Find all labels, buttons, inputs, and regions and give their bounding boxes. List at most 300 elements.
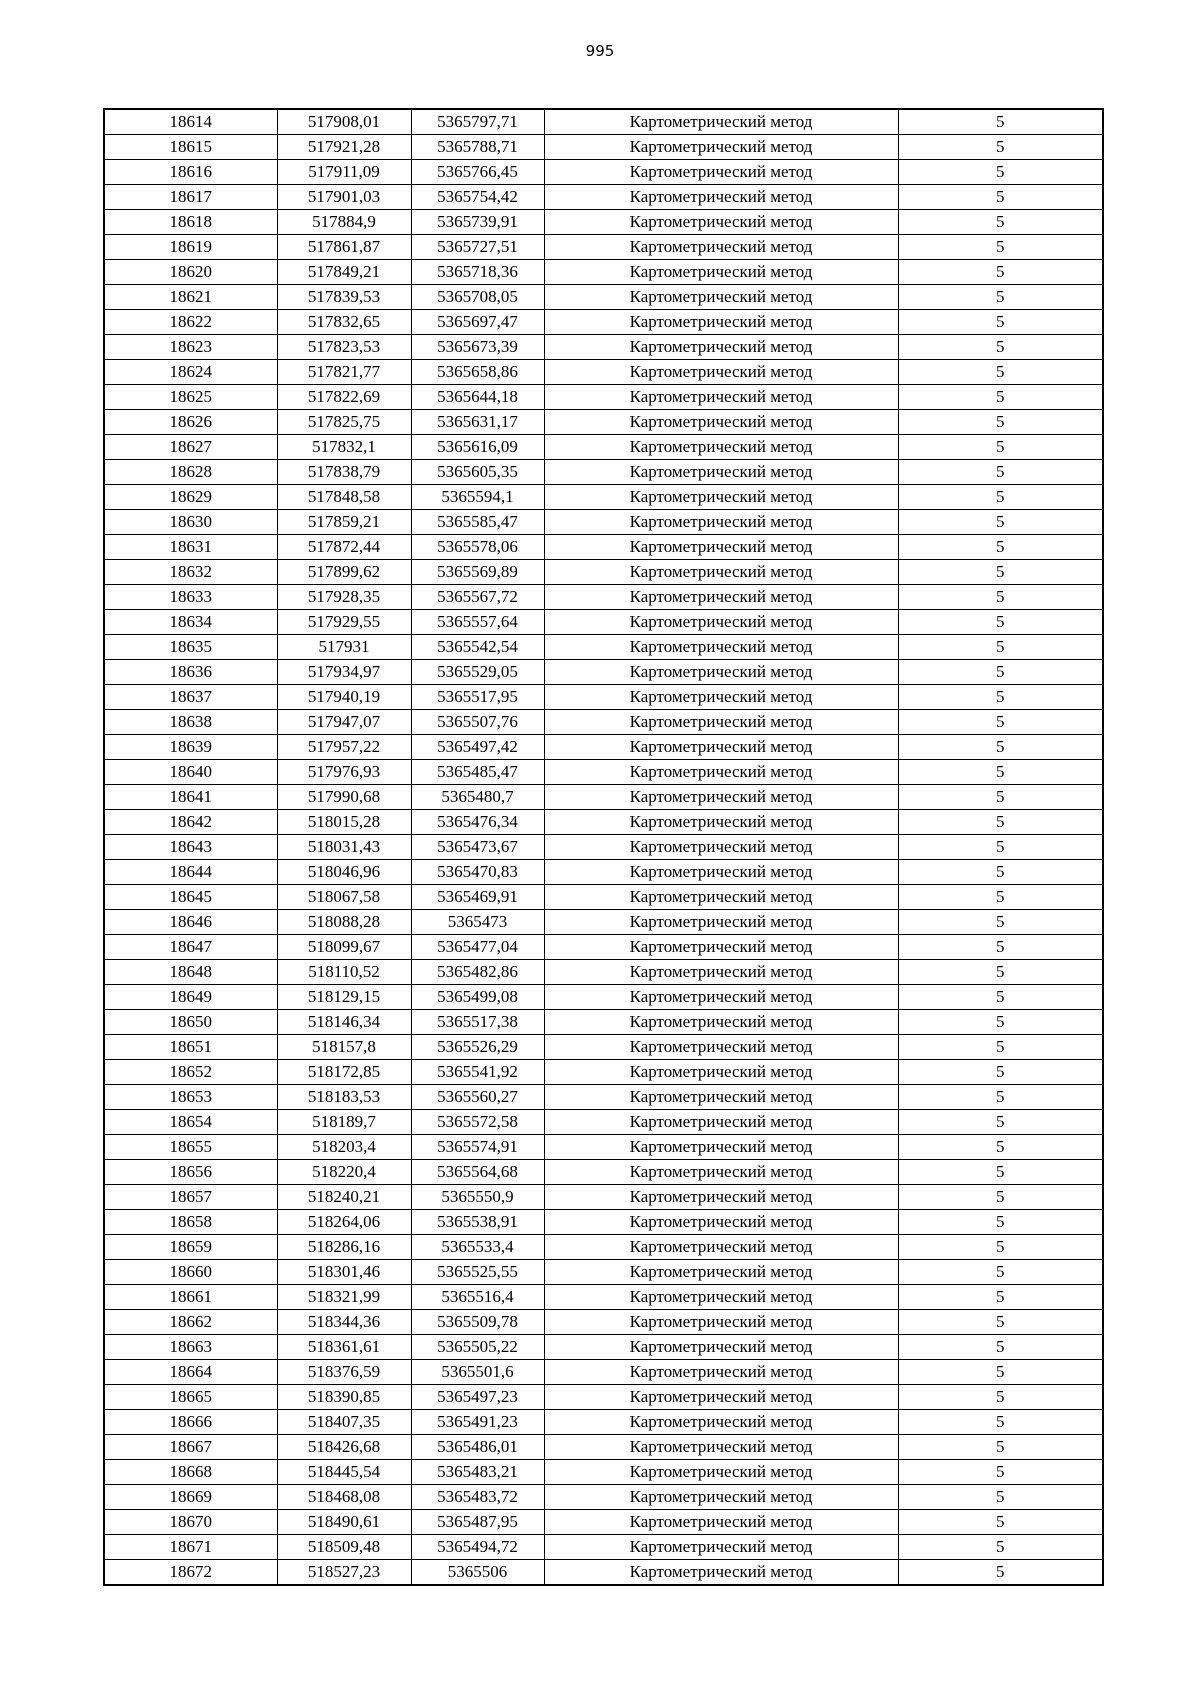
table-row (104, 1335, 1103, 1360)
x-coordinate-cell: 517821,77 (277, 360, 411, 385)
x-coordinate-cell: 517849,21 (277, 260, 411, 285)
point-number-cell: 18668 (104, 1460, 277, 1485)
table-row (104, 1310, 1103, 1335)
x-coordinate-cell: 518490,61 (277, 1510, 411, 1535)
x-coordinate-cell: 518046,96 (277, 860, 411, 885)
point-number-cell: 18615 (104, 135, 277, 160)
method-cell: Картометрический метод (544, 1010, 898, 1035)
point-number-cell: 18635 (104, 635, 277, 660)
method-cell: Картометрический метод (544, 1110, 898, 1135)
table-row (104, 1360, 1103, 1385)
x-coordinate-cell: 517822,69 (277, 385, 411, 410)
method-cell: Картометрический метод (544, 1185, 898, 1210)
x-coordinate-cell: 518301,46 (277, 1260, 411, 1285)
x-coordinate-cell: 518172,85 (277, 1060, 411, 1085)
accuracy-cell: 5 (898, 1310, 1103, 1335)
method-cell: Картометрический метод (544, 1460, 898, 1485)
x-coordinate-cell: 518264,06 (277, 1210, 411, 1235)
point-number-cell: 18665 (104, 1385, 277, 1410)
accuracy-cell: 5 (898, 1260, 1103, 1285)
method-cell: Картометрический метод (544, 635, 898, 660)
y-coordinate-cell: 5365766,45 (411, 160, 544, 185)
table-row (104, 1535, 1103, 1560)
y-coordinate-cell: 5365594,1 (411, 485, 544, 510)
point-number-cell: 18622 (104, 310, 277, 335)
accuracy-cell: 5 (898, 310, 1103, 335)
method-cell: Картометрический метод (544, 860, 898, 885)
method-cell: Картометрический метод (544, 160, 898, 185)
accuracy-cell: 5 (898, 1460, 1103, 1485)
accuracy-cell: 5 (898, 1410, 1103, 1435)
accuracy-cell: 5 (898, 1535, 1103, 1560)
accuracy-cell: 5 (898, 1560, 1103, 1586)
table-row (104, 710, 1103, 735)
method-cell: Картометрический метод (544, 1410, 898, 1435)
y-coordinate-cell: 5365557,64 (411, 610, 544, 635)
table-row (104, 1410, 1103, 1435)
point-number-cell: 18658 (104, 1210, 277, 1235)
x-coordinate-cell: 518376,59 (277, 1360, 411, 1385)
x-coordinate-cell: 518157,8 (277, 1035, 411, 1060)
table-row (104, 410, 1103, 435)
method-cell: Картометрический метод (544, 935, 898, 960)
x-coordinate-cell: 517839,53 (277, 285, 411, 310)
accuracy-cell: 5 (898, 760, 1103, 785)
x-coordinate-cell: 518426,68 (277, 1435, 411, 1460)
method-cell: Картометрический метод (544, 1510, 898, 1535)
x-coordinate-cell: 517859,21 (277, 510, 411, 535)
accuracy-cell: 5 (898, 1360, 1103, 1385)
method-cell: Картометрический метод (544, 1260, 898, 1285)
accuracy-cell: 5 (898, 1110, 1103, 1135)
y-coordinate-cell: 5365525,55 (411, 1260, 544, 1285)
table-row (104, 335, 1103, 360)
y-coordinate-cell: 5365483,72 (411, 1485, 544, 1510)
accuracy-cell: 5 (898, 785, 1103, 810)
y-coordinate-cell: 5365585,47 (411, 510, 544, 535)
table-row (104, 735, 1103, 760)
point-number-cell: 18667 (104, 1435, 277, 1460)
y-coordinate-cell: 5365644,18 (411, 385, 544, 410)
x-coordinate-cell: 517899,62 (277, 560, 411, 585)
method-cell: Картометрический метод (544, 885, 898, 910)
y-coordinate-cell: 5365572,58 (411, 1110, 544, 1135)
x-coordinate-cell: 518146,34 (277, 1010, 411, 1035)
x-coordinate-cell: 518031,43 (277, 835, 411, 860)
x-coordinate-cell: 517928,35 (277, 585, 411, 610)
y-coordinate-cell: 5365631,17 (411, 410, 544, 435)
accuracy-cell: 5 (898, 1435, 1103, 1460)
point-number-cell: 18670 (104, 1510, 277, 1535)
table-row (104, 1010, 1103, 1035)
method-cell: Картометрический метод (544, 710, 898, 735)
point-number-cell: 18644 (104, 860, 277, 885)
accuracy-cell: 5 (898, 1010, 1103, 1035)
point-number-cell: 18636 (104, 660, 277, 685)
method-cell: Картометрический метод (544, 485, 898, 510)
x-coordinate-cell: 518220,4 (277, 1160, 411, 1185)
x-coordinate-cell: 518509,48 (277, 1535, 411, 1560)
table-row (104, 1285, 1103, 1310)
y-coordinate-cell: 5365485,47 (411, 760, 544, 785)
table-row (104, 510, 1103, 535)
accuracy-cell: 5 (898, 835, 1103, 860)
x-coordinate-cell: 517848,58 (277, 485, 411, 510)
method-cell: Картометрический метод (544, 510, 898, 535)
point-number-cell: 18631 (104, 535, 277, 560)
accuracy-cell: 5 (898, 1235, 1103, 1260)
method-cell: Картометрический метод (544, 1210, 898, 1235)
table-row (104, 210, 1103, 235)
y-coordinate-cell: 5365550,9 (411, 1185, 544, 1210)
method-cell: Картометрический метод (544, 410, 898, 435)
accuracy-cell: 5 (898, 109, 1103, 135)
accuracy-cell: 5 (898, 435, 1103, 460)
table-row (104, 285, 1103, 310)
table-row (104, 985, 1103, 1010)
point-number-cell: 18662 (104, 1310, 277, 1335)
x-coordinate-cell: 518527,23 (277, 1560, 411, 1586)
point-number-cell: 18654 (104, 1110, 277, 1135)
accuracy-cell: 5 (898, 210, 1103, 235)
x-coordinate-cell: 517911,09 (277, 160, 411, 185)
method-cell: Картометрический метод (544, 460, 898, 485)
y-coordinate-cell: 5365541,92 (411, 1060, 544, 1085)
table-row (104, 635, 1103, 660)
y-coordinate-cell: 5365697,47 (411, 310, 544, 335)
y-coordinate-cell: 5365483,21 (411, 1460, 544, 1485)
y-coordinate-cell: 5365476,34 (411, 810, 544, 835)
x-coordinate-cell: 517832,65 (277, 310, 411, 335)
accuracy-cell: 5 (898, 385, 1103, 410)
point-number-cell: 18650 (104, 1010, 277, 1035)
method-cell: Картометрический метод (544, 1335, 898, 1360)
y-coordinate-cell: 5365673,39 (411, 335, 544, 360)
y-coordinate-cell: 5365491,23 (411, 1410, 544, 1435)
table-row (104, 435, 1103, 460)
point-number-cell: 18666 (104, 1410, 277, 1435)
y-coordinate-cell: 5365718,36 (411, 260, 544, 285)
accuracy-cell: 5 (898, 710, 1103, 735)
x-coordinate-cell: 518129,15 (277, 985, 411, 1010)
accuracy-cell: 5 (898, 610, 1103, 635)
x-coordinate-cell: 517884,9 (277, 210, 411, 235)
accuracy-cell: 5 (898, 885, 1103, 910)
y-coordinate-cell: 5365567,72 (411, 585, 544, 610)
point-number-cell: 18646 (104, 910, 277, 935)
y-coordinate-cell: 5365569,89 (411, 560, 544, 585)
y-coordinate-cell: 5365574,91 (411, 1135, 544, 1160)
accuracy-cell: 5 (898, 1210, 1103, 1235)
page-number: 995 (585, 42, 615, 60)
y-coordinate-cell: 5365482,86 (411, 960, 544, 985)
y-coordinate-cell: 5365486,01 (411, 1435, 544, 1460)
y-coordinate-cell: 5365477,04 (411, 935, 544, 960)
table-row (104, 1510, 1103, 1535)
x-coordinate-cell: 518286,16 (277, 1235, 411, 1260)
method-cell: Картометрический метод (544, 685, 898, 710)
accuracy-cell: 5 (898, 285, 1103, 310)
y-coordinate-cell: 5365542,54 (411, 635, 544, 660)
accuracy-cell: 5 (898, 860, 1103, 885)
table-row (104, 1110, 1103, 1135)
y-coordinate-cell: 5365788,71 (411, 135, 544, 160)
y-coordinate-cell: 5365529,05 (411, 660, 544, 685)
accuracy-cell: 5 (898, 585, 1103, 610)
table-row (104, 1560, 1103, 1586)
method-cell: Картометрический метод (544, 1035, 898, 1060)
table-row (104, 660, 1103, 685)
y-coordinate-cell: 5365470,83 (411, 860, 544, 885)
table-body (104, 109, 1103, 1585)
y-coordinate-cell: 5365473,67 (411, 835, 544, 860)
method-cell: Картометрический метод (544, 785, 898, 810)
x-coordinate-cell: 517976,93 (277, 760, 411, 785)
y-coordinate-cell: 5365533,4 (411, 1235, 544, 1260)
y-coordinate-cell: 5365727,51 (411, 235, 544, 260)
accuracy-cell: 5 (898, 660, 1103, 685)
table-row (104, 109, 1103, 135)
accuracy-cell: 5 (898, 1335, 1103, 1360)
y-coordinate-cell: 5365487,95 (411, 1510, 544, 1535)
method-cell: Картометрический метод (544, 535, 898, 560)
y-coordinate-cell: 5365754,42 (411, 185, 544, 210)
table-row (104, 1435, 1103, 1460)
x-coordinate-cell: 517929,55 (277, 610, 411, 635)
table-row (104, 585, 1103, 610)
method-cell: Картометрический метод (544, 560, 898, 585)
method-cell: Картометрический метод (544, 760, 898, 785)
point-number-cell: 18620 (104, 260, 277, 285)
table-row (104, 760, 1103, 785)
x-coordinate-cell: 517990,68 (277, 785, 411, 810)
table-row (104, 160, 1103, 185)
x-coordinate-cell: 517947,07 (277, 710, 411, 735)
x-coordinate-cell: 518321,99 (277, 1285, 411, 1310)
method-cell: Картометрический метод (544, 310, 898, 335)
accuracy-cell: 5 (898, 560, 1103, 585)
x-coordinate-cell: 518468,08 (277, 1485, 411, 1510)
x-coordinate-cell: 517921,28 (277, 135, 411, 160)
x-coordinate-cell: 518240,21 (277, 1185, 411, 1210)
table-row (104, 960, 1103, 985)
point-number-cell: 18671 (104, 1535, 277, 1560)
method-cell: Картометрический метод (544, 1435, 898, 1460)
method-cell: Картометрический метод (544, 1160, 898, 1185)
accuracy-cell: 5 (898, 960, 1103, 985)
method-cell: Картометрический метод (544, 960, 898, 985)
y-coordinate-cell: 5365605,35 (411, 460, 544, 485)
method-cell: Картометрический метод (544, 285, 898, 310)
method-cell: Картометрический метод (544, 585, 898, 610)
x-coordinate-cell: 518099,67 (277, 935, 411, 960)
method-cell: Картометрический метод (544, 360, 898, 385)
table-row (104, 135, 1103, 160)
method-cell: Картометрический метод (544, 1560, 898, 1586)
method-cell: Картометрический метод (544, 1310, 898, 1335)
accuracy-cell: 5 (898, 135, 1103, 160)
table-row (104, 235, 1103, 260)
y-coordinate-cell: 5365739,91 (411, 210, 544, 235)
accuracy-cell: 5 (898, 1285, 1103, 1310)
method-cell: Картометрический метод (544, 435, 898, 460)
y-coordinate-cell: 5365658,86 (411, 360, 544, 385)
x-coordinate-cell: 518015,28 (277, 810, 411, 835)
method-cell: Картометрический метод (544, 1535, 898, 1560)
point-number-cell: 18626 (104, 410, 277, 435)
accuracy-cell: 5 (898, 1035, 1103, 1060)
accuracy-cell: 5 (898, 935, 1103, 960)
point-number-cell: 18625 (104, 385, 277, 410)
accuracy-cell: 5 (898, 160, 1103, 185)
method-cell: Картометрический метод (544, 335, 898, 360)
point-number-cell: 18659 (104, 1235, 277, 1260)
y-coordinate-cell: 5365497,42 (411, 735, 544, 760)
method-cell: Картометрический метод (544, 385, 898, 410)
accuracy-cell: 5 (898, 460, 1103, 485)
accuracy-cell: 5 (898, 635, 1103, 660)
y-coordinate-cell: 5365473 (411, 910, 544, 935)
accuracy-cell: 5 (898, 510, 1103, 535)
y-coordinate-cell: 5365538,91 (411, 1210, 544, 1235)
accuracy-cell: 5 (898, 235, 1103, 260)
point-number-cell: 18627 (104, 435, 277, 460)
table-row (104, 485, 1103, 510)
y-coordinate-cell: 5365560,27 (411, 1085, 544, 1110)
table-row (104, 835, 1103, 860)
point-number-cell: 18624 (104, 360, 277, 385)
point-number-cell: 18660 (104, 1260, 277, 1285)
table-row (104, 1210, 1103, 1235)
table-row (104, 535, 1103, 560)
point-number-cell: 18649 (104, 985, 277, 1010)
method-cell: Картометрический метод (544, 1385, 898, 1410)
y-coordinate-cell: 5365509,78 (411, 1310, 544, 1335)
x-coordinate-cell: 517940,19 (277, 685, 411, 710)
accuracy-cell: 5 (898, 1060, 1103, 1085)
table-row (104, 385, 1103, 410)
point-number-cell: 18633 (104, 585, 277, 610)
table-row (104, 1035, 1103, 1060)
accuracy-cell: 5 (898, 1510, 1103, 1535)
point-number-cell: 18655 (104, 1135, 277, 1160)
table-row (104, 1135, 1103, 1160)
point-number-cell: 18656 (104, 1160, 277, 1185)
y-coordinate-cell: 5365494,72 (411, 1535, 544, 1560)
accuracy-cell: 5 (898, 1085, 1103, 1110)
accuracy-cell: 5 (898, 1160, 1103, 1185)
method-cell: Картометрический метод (544, 810, 898, 835)
point-number-cell: 18618 (104, 210, 277, 235)
x-coordinate-cell: 517901,03 (277, 185, 411, 210)
table-row (104, 860, 1103, 885)
table-row (104, 310, 1103, 335)
x-coordinate-cell: 517861,87 (277, 235, 411, 260)
point-number-cell: 18642 (104, 810, 277, 835)
method-cell: Картометрический метод (544, 660, 898, 685)
point-number-cell: 18638 (104, 710, 277, 735)
method-cell: Картометрический метод (544, 1285, 898, 1310)
point-number-cell: 18617 (104, 185, 277, 210)
method-cell: Картометрический метод (544, 1235, 898, 1260)
point-number-cell: 18641 (104, 785, 277, 810)
y-coordinate-cell: 5365505,22 (411, 1335, 544, 1360)
accuracy-cell: 5 (898, 485, 1103, 510)
accuracy-cell: 5 (898, 985, 1103, 1010)
accuracy-cell: 5 (898, 335, 1103, 360)
y-coordinate-cell: 5365516,4 (411, 1285, 544, 1310)
table-row (104, 610, 1103, 635)
point-number-cell: 18651 (104, 1035, 277, 1060)
point-number-cell: 18669 (104, 1485, 277, 1510)
table-row (104, 785, 1103, 810)
y-coordinate-cell: 5365497,23 (411, 1385, 544, 1410)
x-coordinate-cell: 517908,01 (277, 109, 411, 135)
table-row (104, 185, 1103, 210)
point-number-cell: 18653 (104, 1085, 277, 1110)
point-number-cell: 18648 (104, 960, 277, 985)
method-cell: Картометрический метод (544, 1135, 898, 1160)
table-row (104, 360, 1103, 385)
y-coordinate-cell: 5365797,71 (411, 109, 544, 135)
y-coordinate-cell: 5365564,68 (411, 1160, 544, 1185)
x-coordinate-cell: 518203,4 (277, 1135, 411, 1160)
table-row (104, 460, 1103, 485)
table-row (104, 1085, 1103, 1110)
accuracy-cell: 5 (898, 360, 1103, 385)
point-number-cell: 18663 (104, 1335, 277, 1360)
y-coordinate-cell: 5365480,7 (411, 785, 544, 810)
method-cell: Картометрический метод (544, 610, 898, 635)
x-coordinate-cell: 517832,1 (277, 435, 411, 460)
table-row (104, 1385, 1103, 1410)
method-cell: Картометрический метод (544, 1360, 898, 1385)
point-number-cell: 18640 (104, 760, 277, 785)
x-coordinate-cell: 517931 (277, 635, 411, 660)
point-number-cell: 18628 (104, 460, 277, 485)
accuracy-cell: 5 (898, 535, 1103, 560)
y-coordinate-cell: 5365506 (411, 1560, 544, 1586)
table-row (104, 260, 1103, 285)
x-coordinate-cell: 517934,97 (277, 660, 411, 685)
y-coordinate-cell: 5365526,29 (411, 1035, 544, 1060)
x-coordinate-cell: 518110,52 (277, 960, 411, 985)
point-number-cell: 18639 (104, 735, 277, 760)
method-cell: Картометрический метод (544, 1485, 898, 1510)
x-coordinate-cell: 517957,22 (277, 735, 411, 760)
table-row (104, 1485, 1103, 1510)
x-coordinate-cell: 517825,75 (277, 410, 411, 435)
accuracy-cell: 5 (898, 910, 1103, 935)
accuracy-cell: 5 (898, 1135, 1103, 1160)
point-number-cell: 18637 (104, 685, 277, 710)
x-coordinate-cell: 518344,36 (277, 1310, 411, 1335)
table-row (104, 1060, 1103, 1085)
table-row (104, 560, 1103, 585)
point-number-cell: 18672 (104, 1560, 277, 1586)
x-coordinate-cell: 518390,85 (277, 1385, 411, 1410)
accuracy-cell: 5 (898, 410, 1103, 435)
table-row (104, 885, 1103, 910)
table-row (104, 685, 1103, 710)
point-number-cell: 18619 (104, 235, 277, 260)
y-coordinate-cell: 5365517,38 (411, 1010, 544, 1035)
y-coordinate-cell: 5365469,91 (411, 885, 544, 910)
y-coordinate-cell: 5365507,76 (411, 710, 544, 735)
point-number-cell: 18632 (104, 560, 277, 585)
point-number-cell: 18634 (104, 610, 277, 635)
coordinates-table (103, 108, 1104, 1586)
